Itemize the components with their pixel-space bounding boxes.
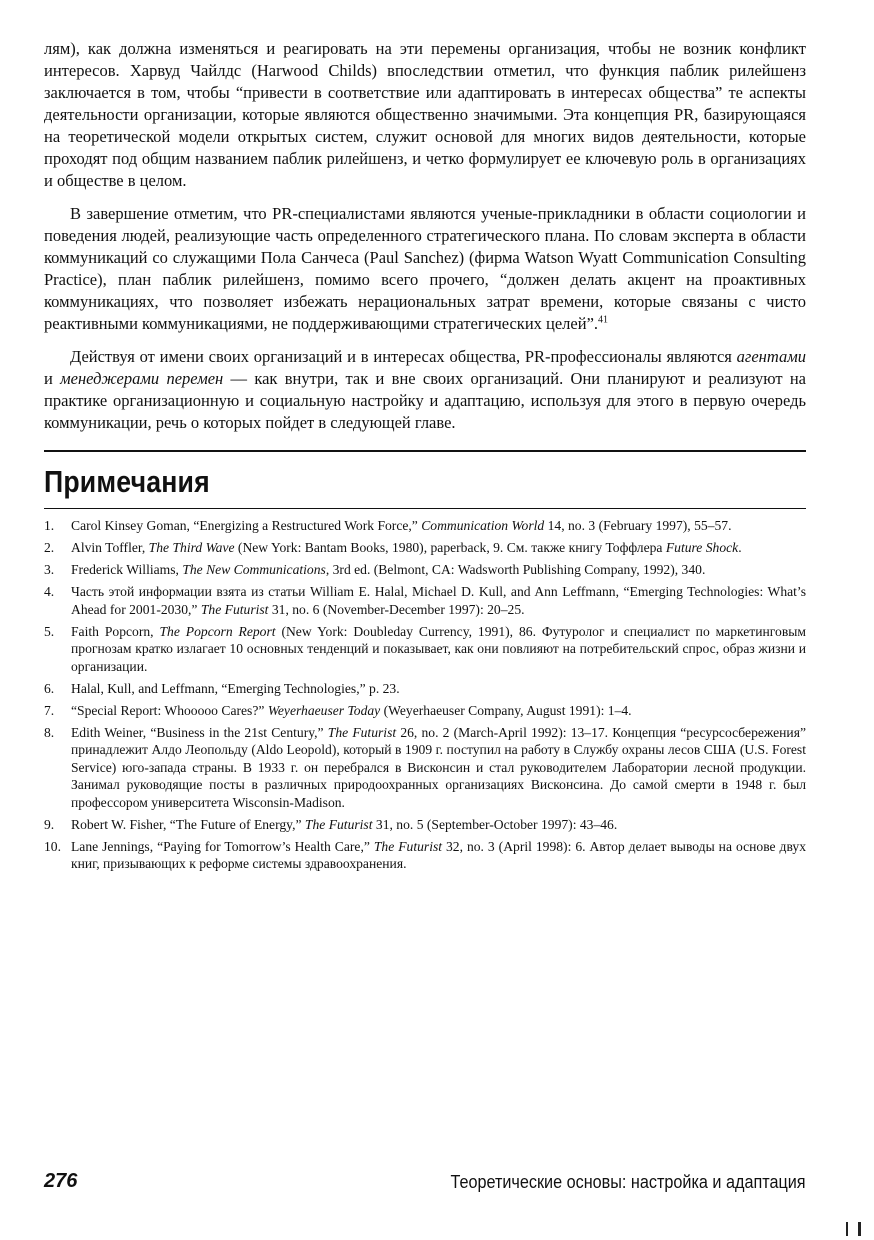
note-text-b: 31, no. 6 (November-December 1997): 20–25. <box>268 601 525 617</box>
note-text-b: 32, no. 3 (April 1998): 6. Автор делает выводы на основе двух книг, призывающих к реформе системы здравоохранения. <box>71 838 806 871</box>
note-text-em: The Popcorn Report <box>159 623 276 639</box>
page-content <box>44 38 806 877</box>
p3-mid: и <box>44 369 61 388</box>
note-text-em: Weyerhaeuser Today <box>267 702 381 718</box>
note-text-em: The Third Wave <box>148 540 235 555</box>
note-item <box>44 816 806 834</box>
note-item <box>44 838 806 873</box>
note-text-b: (New York: Doubleday Currency, 1991), 86. Футуролог и специалист по маркетинговым прогнозам кратко излагает 10 основных тенденций и показывает, как они повлияют на потребительский спрос, образ жизни и организации. <box>71 623 806 674</box>
notes-list <box>44 517 806 873</box>
note-number: 3. <box>44 562 55 577</box>
note-text-b: 26, no. 2 (March-April 1992): 13–17. Концепция “ресурсосбережения” принадлежит Алдо Леопольду (Aldo Leopold), который в 1909 г. поступил на работу в Службу охраны лесов США (U.S. Forest Service) юго-запада страны. В 1933 г. он перебрался в Висконсин и стал руководителем Лаборатории лесной продукции. Занимал руководящие посты в различных природоохранных организациях Висконсина. До самой смерти в 1948 г. был профессором университета Wisconsin-Madison. <box>71 724 806 810</box>
note-item <box>44 583 806 618</box>
note-item <box>44 623 806 676</box>
note-text-a: Frederick Williams, <box>71 562 183 577</box>
body-paragraph-2-text: В завершение отметим, что PR-специалистами являются ученые-прикладники в области социологии и поведения людей, реализующие часть определенного стратегического плана. По словам эксперта в области коммуникаций со служащими Пола Санчеса (Paul Sanchez) (фирма Watson Wyatt Communication Consulting Practice), план паблик рилейшенз, помимо всего прочего, “должен делать акцент на проактивных коммуникациях, что позволяет избежать нерациональных затрат времени, которые связаны с чисто реактивными коммуникациями, не поддерживающими стратегических целей”. <box>44 204 806 333</box>
note-item <box>44 539 806 557</box>
note-text-em: The Futurist <box>327 724 397 740</box>
note-item <box>44 702 806 720</box>
note-text-a: Robert W. Fisher, “The Future of Energy,” <box>71 816 305 832</box>
note-item <box>44 561 806 579</box>
note-text-c: . <box>738 540 742 555</box>
note-text-em: Communication World <box>421 518 545 533</box>
body-paragraph-3 <box>44 346 806 434</box>
notes-heading: Примечания <box>44 464 210 499</box>
note-text-b: (Weyerhaeuser Company, August 1991): 1–4. <box>380 702 632 718</box>
page-number: 276 <box>44 1170 78 1192</box>
note-number: 5. <box>44 623 55 639</box>
note-text-a: “Special Report: Whooooo Cares?” <box>71 702 268 718</box>
note-number: 1. <box>44 518 55 533</box>
note-item <box>44 724 806 812</box>
body-paragraph-2 <box>44 203 806 335</box>
heading-rule-bottom <box>44 508 806 509</box>
note-text-a: Lane Jennings, “Paying for Tomorrow’s Health Care,” <box>71 838 374 854</box>
running-title: Теоретические основы: настройка и адаптация <box>450 1172 806 1192</box>
note-text-b: 14, no. 3 (February 1997), 55–57. <box>544 518 732 533</box>
note-text-b: 31, no. 5 (September-October 1997): 43–46. <box>372 816 618 832</box>
note-text-a: Часть этой информации взята из статьи William E. Halal, Michael D. Kull, and Ann Leffmann, “Emerging Technologies: What’s Ahead for 2001-2030,” <box>71 584 806 617</box>
note-text-b: , 3rd ed. (Belmont, CA: Wadsworth Publishing Company, 1992), 340. <box>325 562 706 577</box>
note-text-em: The Futurist <box>373 838 443 854</box>
note-text-em2: Future Shock <box>665 540 739 555</box>
note-number: 4. <box>44 584 55 599</box>
note-item <box>44 680 806 698</box>
p3-after: — как внутри, так и вне своих организаций. Они планируют и реализуют на практике организационную и социальную настройку и адаптацию, используя для этого в первую очередь коммуникации, речь о которых пойдет в следующей главе. <box>44 369 806 432</box>
p3-emphasis-agents: агентами <box>736 347 806 366</box>
p3-before: Действуя от имени своих организаций и в интересах общества, PR-профессионалы являются <box>70 347 737 366</box>
heading-rule-top <box>44 450 806 452</box>
page-footer <box>44 1170 806 1198</box>
note-text-a: Edith Weiner, “Business in the 21st Century,” <box>71 724 328 740</box>
body-paragraph-1: лям), как должна изменяться и реагировать на эти перемены организация, чтобы не возник конфликт интересов. Харвуд Чайлдс (Harwood Childs) впоследствии отметил, что функция паблик рилейшенз заключается в том, чтобы “привести в соответствие или адаптировать в интересах общества” те аспекты деятельности организации, которые являются общественно значимыми. Эта концепция PR, базирующаяся на теоретической модели открытых систем, служит основой для многих видов деятельности, которые проходят под общим названием паблик рилейшенз, и четко формулирует ее ключевую роль в организациях и обществе в целом. <box>44 39 806 190</box>
note-text-a: Carol Kinsey Goman, “Energizing a Restructured Work Force,” <box>71 518 422 533</box>
note-number: 2. <box>44 540 55 555</box>
note-number: 10. <box>44 838 61 854</box>
note-text-a: Halal, Kull, and Leffmann, “Emerging Technologies,” p. 23. <box>71 680 400 696</box>
note-number: 6. <box>44 680 55 696</box>
scan-corner-mark <box>846 1222 861 1236</box>
note-number: 7. <box>44 702 55 718</box>
note-text-a: Alvin Toffler, <box>71 540 149 555</box>
note-number: 9. <box>44 816 55 832</box>
note-text-a: Faith Popcorn, <box>71 623 160 639</box>
note-text-b: (New York: Bantam Books, 1980), paperback, 9. См. также книгу Тоффлера <box>234 540 666 555</box>
note-text-em: The Futurist <box>304 816 373 832</box>
p3-emphasis-managers: менеджерами перемен <box>60 369 224 388</box>
footnote-ref-41: 41 <box>598 314 609 326</box>
note-text-em: The Futurist <box>200 601 269 617</box>
note-text-em: The New Communications <box>182 562 326 577</box>
note-number: 8. <box>44 724 55 740</box>
note-item <box>44 517 806 535</box>
